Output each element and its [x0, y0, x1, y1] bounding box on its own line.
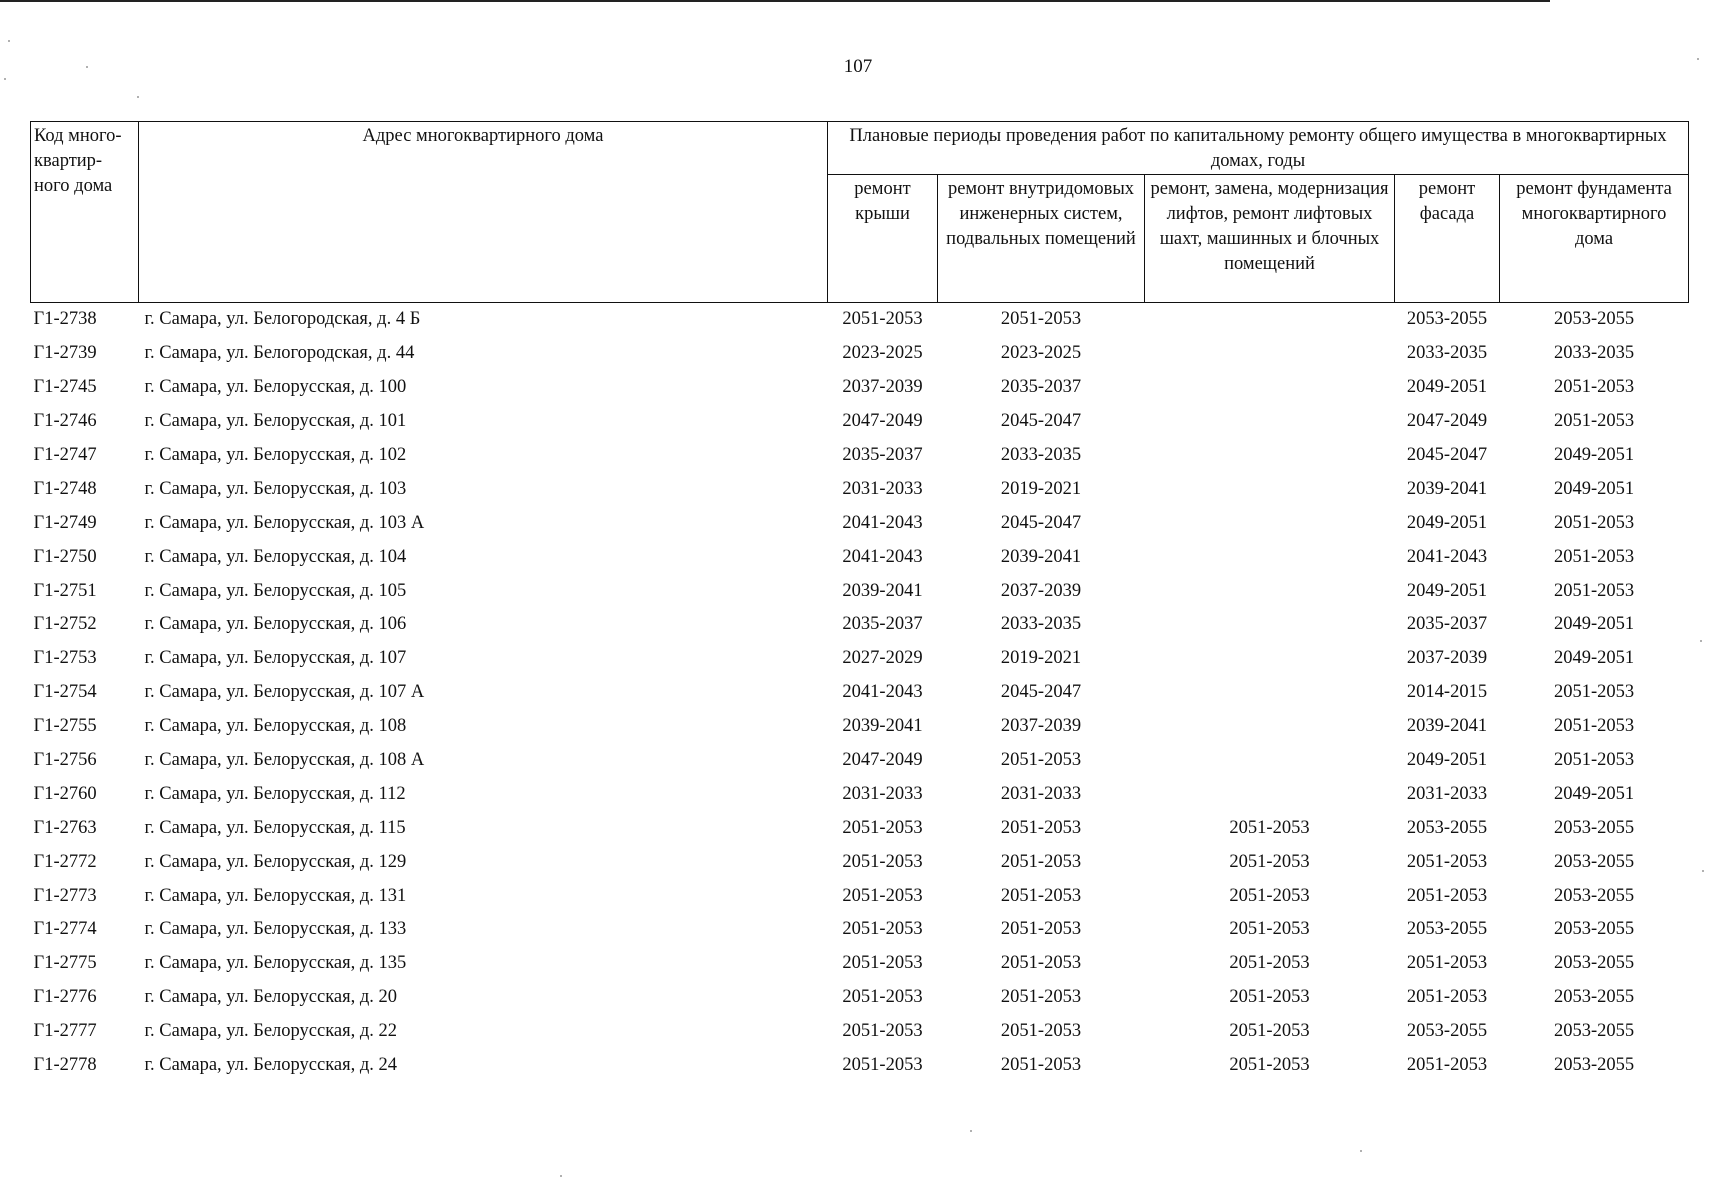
cell-foundation: 2033-2035: [1553, 343, 1635, 364]
cell-roof: 2039-2041: [842, 716, 923, 737]
cell-address: г. Самара, ул. Белорусская, д. 108: [144, 716, 407, 737]
cell-elevators: [1145, 540, 1395, 574]
cell-foundation: 2051-2053: [1553, 716, 1635, 737]
cell-address: г. Самара, ул. Белорусская, д. 106: [144, 614, 407, 635]
cell-facade: 2031-2033: [1406, 783, 1488, 804]
cell-foundation: 2053-2055: [1553, 851, 1635, 872]
cell-code: Г1-2756: [33, 750, 97, 771]
cell-elevators: 2051-2053: [1229, 987, 1310, 1008]
cell-roof: 2027-2029: [842, 648, 923, 669]
cell-facade: 2049-2051: [1406, 580, 1488, 601]
cell-elevators: 2051-2053: [1229, 919, 1310, 940]
cell-facade: 2049-2051: [1406, 512, 1488, 533]
cell-roof: 2051-2053: [842, 953, 923, 974]
table-row: [31, 1049, 1689, 1083]
scan-speck: [4, 78, 6, 80]
cell-elevators: [1145, 574, 1395, 608]
table-row: [31, 574, 1689, 608]
cell-systems: 2031-2033: [1000, 783, 1082, 804]
cell-elevators: [1145, 405, 1395, 439]
cell-code: Г1-2763: [33, 817, 97, 838]
cell-roof: 2051-2053: [842, 309, 923, 330]
cell-address: г. Самара, ул. Белорусская, д. 103: [144, 478, 407, 499]
cell-address: г. Самара, ул. Белорусская, д. 129: [144, 851, 407, 872]
table-row: [31, 947, 1689, 981]
cell-systems: 2051-2053: [1000, 953, 1082, 974]
table-row: [31, 879, 1689, 913]
table-row: [31, 981, 1689, 1015]
cell-systems: 2051-2053: [1000, 987, 1082, 1008]
cell-facade: 2053-2055: [1406, 1021, 1488, 1042]
cell-systems: 2045-2047: [1000, 411, 1082, 432]
cell-roof: 2031-2033: [842, 783, 923, 804]
table-row: [31, 371, 1689, 405]
cell-foundation: 2053-2055: [1553, 817, 1635, 838]
cell-address: г. Самара, ул. Белорусская, д. 133: [144, 919, 407, 940]
cell-foundation: 2049-2051: [1553, 478, 1635, 499]
cell-systems: 2039-2041: [1000, 546, 1082, 567]
cell-address: г. Самара, ул. Белогородская, д. 44: [144, 343, 415, 364]
cell-code: Г1-2755: [33, 716, 97, 737]
cell-elevators: [1145, 642, 1395, 676]
scan-speck: [1702, 870, 1704, 872]
cell-facade: 2039-2041: [1406, 716, 1488, 737]
cell-foundation: 2049-2051: [1553, 445, 1635, 465]
cell-facade: 2053-2055: [1406, 919, 1488, 940]
table-row: [31, 540, 1689, 574]
cell-facade: 2039-2041: [1406, 478, 1488, 499]
cell-systems: 2051-2053: [1000, 851, 1082, 872]
cell-systems: 2051-2053: [1000, 750, 1082, 771]
cell-code: Г1-2778: [33, 1055, 97, 1076]
table-row: [31, 845, 1689, 879]
cell-systems: 2019-2021: [1000, 648, 1082, 669]
header-elevators: ремонт, замена, модернизация лифтов, ремонт лифтовых шахт, машинных и блочных помещений: [1145, 175, 1395, 303]
cell-roof: 2051-2053: [842, 1055, 923, 1076]
header-facade: ремонт фасада: [1395, 175, 1500, 303]
cell-foundation: 2053-2055: [1553, 1055, 1635, 1076]
cell-foundation: 2051-2053: [1553, 411, 1635, 432]
cell-systems: 2035-2037: [1000, 377, 1082, 398]
table-row: [31, 405, 1689, 439]
table-body: [31, 303, 1689, 1083]
cell-facade: 2047-2049: [1406, 411, 1488, 432]
cell-address: г. Самара, ул. Белорусская, д. 103 А: [144, 512, 425, 533]
cell-roof: 2023-2025: [842, 343, 923, 364]
cell-facade: 2041-2043: [1406, 546, 1488, 567]
table-row: [31, 472, 1689, 506]
cell-systems: 2045-2047: [1000, 512, 1082, 533]
cell-elevators: [1145, 371, 1395, 405]
cell-systems: 2037-2039: [1000, 716, 1082, 737]
cell-code: Г1-2738: [33, 309, 97, 330]
cell-foundation: 2051-2053: [1553, 546, 1635, 567]
cell-code: Г1-2739: [33, 343, 97, 364]
cell-elevators: [1145, 744, 1395, 778]
cell-code: Г1-2775: [33, 953, 97, 974]
capital-repair-table: [30, 121, 1689, 1082]
page-number: 107: [843, 56, 873, 77]
cell-systems: 2045-2047: [1000, 682, 1082, 703]
cell-systems: 2033-2035: [1000, 445, 1082, 465]
cell-elevators: 2051-2053: [1229, 851, 1310, 872]
cell-address: г. Самара, ул. Белорусская, д. 101: [144, 411, 407, 432]
cell-address: г. Самара, ул. Белорусская, д. 24: [144, 1055, 398, 1076]
table-row: [31, 777, 1689, 811]
cell-facade: 2051-2053: [1406, 953, 1488, 974]
cell-elevators: [1145, 710, 1395, 744]
scan-speck: [1697, 58, 1699, 60]
cell-code: Г1-2772: [33, 851, 97, 872]
cell-foundation: 2053-2055: [1553, 885, 1635, 906]
scan-speck: [137, 96, 139, 98]
table-row: [31, 710, 1689, 744]
table-row: [31, 439, 1689, 473]
cell-facade: 2051-2053: [1406, 1055, 1488, 1076]
cell-address: г. Самара, ул. Белорусская, д. 107 А: [144, 682, 425, 703]
cell-address: г. Самара, ул. Белорусская, д. 135: [144, 953, 407, 974]
table-row: [31, 1015, 1689, 1049]
cell-code: Г1-2774: [33, 919, 97, 940]
header-roof: ремонт крыши: [828, 175, 938, 303]
cell-elevators: 2051-2053: [1229, 953, 1310, 974]
cell-foundation: 2051-2053: [1553, 512, 1635, 533]
cell-systems: 2019-2021: [1000, 478, 1082, 499]
cell-address: г. Самара, ул. Белорусская, д. 131: [144, 885, 407, 906]
table-row: [31, 337, 1689, 371]
cell-elevators: [1145, 303, 1395, 337]
table-row: [31, 744, 1689, 778]
cell-code: Г1-2752: [33, 614, 97, 635]
cell-roof: 2035-2037: [842, 614, 923, 635]
scan-speck: [1700, 640, 1702, 642]
cell-elevators: 2051-2053: [1229, 1021, 1310, 1042]
cell-roof: 2041-2043: [842, 546, 923, 567]
table-header: [31, 122, 1689, 303]
cell-roof: 2051-2053: [842, 885, 923, 906]
cell-code: Г1-2776: [33, 987, 97, 1008]
table-row: [31, 676, 1689, 710]
cell-foundation: 2053-2055: [1553, 953, 1635, 974]
header-periods: Плановые периоды проведения работ по капитальному ремонту общего имущества в многоквартирных домах, годы: [828, 122, 1689, 175]
cell-roof: 2041-2043: [842, 682, 923, 703]
cell-roof: 2051-2053: [842, 817, 923, 838]
table-row: [31, 642, 1689, 676]
cell-code: Г1-2749: [33, 512, 97, 533]
cell-foundation: 2053-2055: [1553, 309, 1635, 330]
cell-address: г. Самара, ул. Белогородская, д. 4 Б: [144, 309, 421, 330]
cell-address: г. Самара, ул. Белорусская, д. 105: [144, 580, 407, 601]
cell-facade: 2037-2039: [1406, 648, 1488, 669]
cell-roof: 2051-2053: [842, 919, 923, 940]
cell-facade: 2049-2051: [1406, 750, 1488, 771]
table-row: [31, 913, 1689, 947]
cell-facade: 2014-2015: [1406, 682, 1488, 703]
cell-facade: 2033-2035: [1406, 343, 1488, 364]
cell-systems: 2051-2053: [1000, 1021, 1082, 1042]
cell-foundation: 2053-2055: [1553, 919, 1635, 940]
cell-code: Г1-2745: [33, 377, 97, 398]
cell-address: г. Самара, ул. Белорусская, д. 107: [144, 648, 407, 669]
cell-foundation: 2049-2051: [1553, 614, 1635, 635]
cell-code: Г1-2777: [33, 1021, 97, 1042]
cell-code: Г1-2773: [33, 885, 97, 906]
cell-facade: 2051-2053: [1406, 885, 1488, 906]
cell-foundation: 2051-2053: [1553, 580, 1635, 601]
scan-speck: [8, 40, 10, 42]
cell-systems: 2023-2025: [1000, 343, 1082, 364]
cell-systems: 2033-2035: [1000, 614, 1082, 635]
table-row: [31, 608, 1689, 642]
cell-elevators: [1145, 506, 1395, 540]
table-row: [31, 506, 1689, 540]
cell-foundation: 2049-2051: [1553, 648, 1635, 669]
scan-speck: [560, 1175, 562, 1177]
cell-elevators: 2051-2053: [1229, 885, 1310, 906]
cell-address: г. Самара, ул. Белорусская, д. 22: [144, 1021, 398, 1042]
cell-roof: 2031-2033: [842, 478, 923, 499]
cell-elevators: 2051-2053: [1229, 1055, 1310, 1076]
cell-code: Г1-2746: [33, 411, 97, 432]
cell-code: Г1-2748: [33, 478, 97, 499]
cell-foundation: 2051-2053: [1553, 682, 1635, 703]
cell-elevators: 2051-2053: [1229, 817, 1310, 838]
cell-roof: 2051-2053: [842, 987, 923, 1008]
cell-roof: 2037-2039: [842, 377, 923, 398]
header-address: Адрес многоквартирного дома: [139, 122, 828, 303]
cell-systems: 2051-2053: [1000, 919, 1082, 940]
cell-facade: 2045-2047: [1406, 445, 1488, 465]
cell-code: Г1-2747: [33, 445, 97, 465]
top-rule: [0, 0, 1550, 2]
cell-facade: 2049-2051: [1406, 377, 1488, 398]
cell-roof: 2051-2053: [842, 1021, 923, 1042]
cell-elevators: [1145, 472, 1395, 506]
table-row: [31, 303, 1689, 337]
cell-systems: 2037-2039: [1000, 580, 1082, 601]
scan-speck: [1360, 1150, 1362, 1152]
cell-systems: 2051-2053: [1000, 885, 1082, 906]
cell-systems: 2051-2053: [1000, 1055, 1082, 1076]
cell-roof: 2047-2049: [842, 750, 923, 771]
cell-elevators: [1145, 337, 1395, 371]
cell-roof: 2035-2037: [842, 445, 923, 465]
cell-facade: 2051-2053: [1406, 987, 1488, 1008]
cell-systems: 2051-2053: [1000, 817, 1082, 838]
cell-address: г. Самара, ул. Белорусская, д. 104: [144, 546, 407, 567]
cell-address: г. Самара, ул. Белорусская, д. 108 А: [144, 750, 425, 771]
cell-roof: 2041-2043: [842, 512, 923, 533]
cell-code: Г1-2754: [33, 682, 97, 703]
cell-foundation: 2051-2053: [1553, 750, 1635, 771]
cell-address: г. Самара, ул. Белорусская, д. 112: [144, 783, 406, 804]
header-code: Код много-квартир-ного дома: [31, 122, 139, 303]
cell-elevators: [1145, 777, 1395, 811]
cell-roof: 2051-2053: [842, 851, 923, 872]
cell-facade: 2053-2055: [1406, 817, 1488, 838]
cell-systems: 2051-2053: [1000, 309, 1082, 330]
cell-foundation: 2051-2053: [1553, 377, 1635, 398]
cell-address: г. Самара, ул. Белорусская, д. 20: [144, 987, 398, 1008]
cell-code: Г1-2753: [33, 648, 97, 669]
cell-roof: 2047-2049: [842, 411, 923, 432]
cell-facade: 2035-2037: [1406, 614, 1488, 635]
cell-facade: 2053-2055: [1406, 309, 1488, 330]
cell-address: г. Самара, ул. Белорусская, д. 115: [144, 817, 406, 838]
cell-foundation: 2053-2055: [1553, 987, 1635, 1008]
cell-roof: 2039-2041: [842, 580, 923, 601]
cell-foundation: 2053-2055: [1553, 1021, 1635, 1042]
cell-code: Г1-2750: [33, 546, 97, 567]
cell-foundation: 2049-2051: [1553, 783, 1635, 804]
scan-speck: [86, 66, 88, 68]
header-foundation: ремонт фундамента многоквартирного дома: [1500, 175, 1689, 303]
scan-speck: [970, 1130, 972, 1132]
cell-code: Г1-2751: [33, 580, 97, 601]
cell-address: г. Самара, ул. Белорусская, д. 100: [144, 377, 407, 398]
table-row: [31, 811, 1689, 845]
header-systems: ремонт внутридомовых инженерных систем, подвальных помещений: [938, 175, 1145, 303]
cell-elevators: [1145, 439, 1395, 473]
cell-facade: 2051-2053: [1406, 851, 1488, 872]
cell-code: Г1-2760: [33, 783, 97, 804]
cell-address: г. Самара, ул. Белорусская, д. 102: [144, 445, 407, 465]
cell-elevators: [1145, 608, 1395, 642]
cell-elevators: [1145, 676, 1395, 710]
